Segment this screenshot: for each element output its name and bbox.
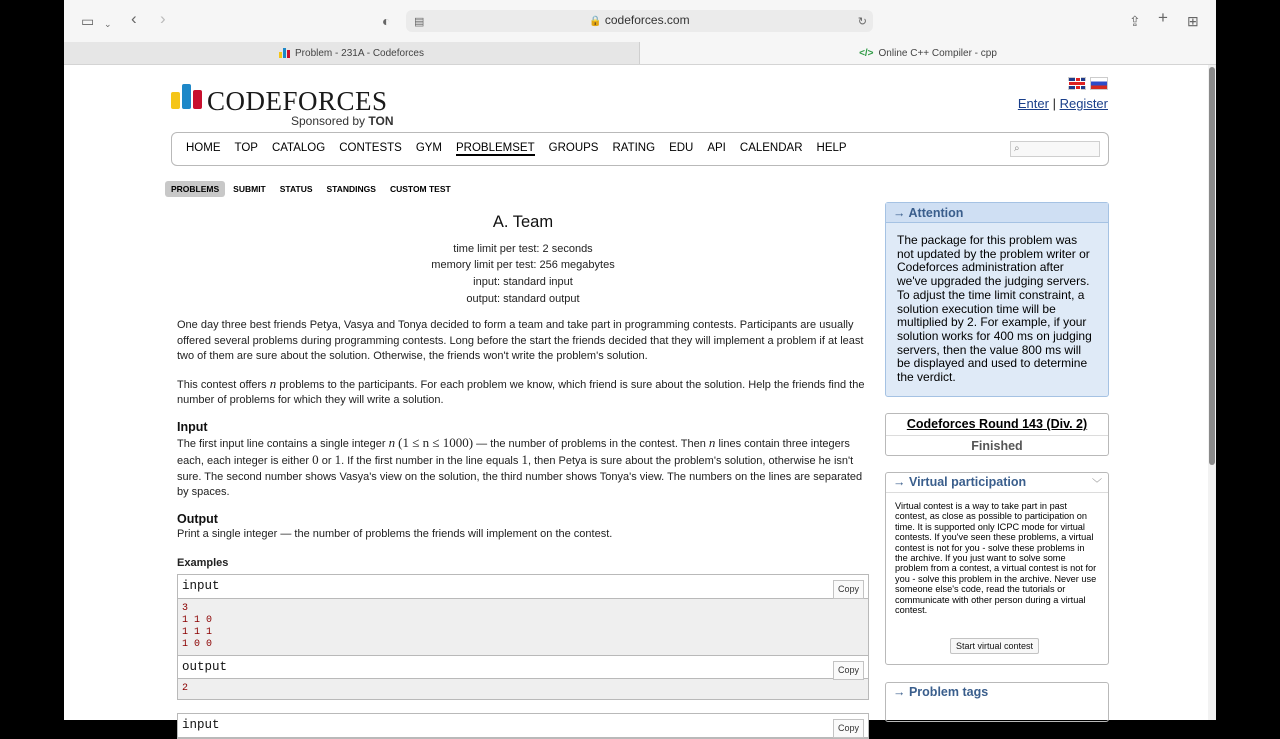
menu-item-groups[interactable]: GROUPS bbox=[548, 142, 599, 154]
logo-bars-icon bbox=[171, 83, 205, 109]
round-box bbox=[885, 413, 1109, 456]
chevron-down-icon[interactable]: ﹀ bbox=[1092, 479, 1102, 490]
output-section-text: Print a single integer — the number of problems the friends will implement on the contest. bbox=[177, 527, 613, 540]
share-icon[interactable]: ⇪ bbox=[1129, 13, 1141, 29]
round-state: Finished bbox=[886, 435, 1108, 453]
menu-item-problemset[interactable]: PROBLEMSET bbox=[456, 142, 535, 154]
attention-title: → Attention bbox=[886, 203, 1108, 223]
new-tab-icon[interactable]: + bbox=[1158, 8, 1168, 27]
example-input-header bbox=[178, 575, 868, 599]
language-flags bbox=[1068, 77, 1108, 90]
example-input-header bbox=[178, 714, 868, 738]
menu-item-top[interactable]: TOP bbox=[234, 142, 258, 154]
sidebar-toggle-icon[interactable]: ▭ bbox=[81, 13, 95, 29]
examples-title: Examples bbox=[177, 557, 229, 570]
russian-flag-icon[interactable] bbox=[1090, 77, 1108, 90]
submenu-standings[interactable]: STANDINGS bbox=[326, 184, 376, 194]
copy-input-button[interactable]: Copy bbox=[833, 719, 864, 739]
auth-separator: | bbox=[1052, 96, 1056, 111]
example-output-label: output bbox=[182, 659, 228, 674]
example-input-label: input bbox=[182, 578, 220, 593]
main-menu bbox=[171, 132, 1109, 166]
menu-item-rating[interactable]: RATING bbox=[612, 142, 656, 154]
problem-tags-box bbox=[885, 682, 1109, 722]
example-output-header bbox=[178, 655, 868, 679]
problem-submenu bbox=[165, 181, 457, 197]
forward-icon[interactable]: › bbox=[160, 9, 166, 28]
start-virtual-contest-button[interactable]: Start virtual contest bbox=[950, 638, 1039, 654]
menu-item-api[interactable]: API bbox=[707, 142, 726, 154]
output-section-title: Output bbox=[177, 511, 218, 526]
search-icon: ⌕ bbox=[1014, 143, 1020, 154]
logo-text: CODEFORCES bbox=[207, 86, 388, 116]
legend-paragraph-1: One day three best friends Petya, Vasya and Tonya decided to form a team and take part in programming contests. Participants are usually offered several problems during programming contests. Long before the start the friends decided that they will implement a problem if at least two of them are sure about the solution. Otherwise, the friends won't write the problem's solution. bbox=[177, 319, 864, 363]
menu-item-home[interactable]: HOME bbox=[186, 142, 221, 154]
menu-item-contests[interactable]: CONTESTS bbox=[339, 142, 402, 154]
tab-problem[interactable] bbox=[64, 42, 639, 64]
example-1 bbox=[177, 574, 869, 700]
menu-item-help[interactable]: HELP bbox=[816, 142, 847, 154]
url-text: codeforces.com bbox=[604, 13, 690, 27]
time-limit: time limit per test: 2 seconds bbox=[453, 242, 593, 255]
menu-item-edu[interactable]: EDU bbox=[669, 142, 694, 154]
problem-limits bbox=[177, 241, 869, 308]
sponsor-text: Sponsored by TON bbox=[291, 114, 394, 128]
lock-icon: 🔒 bbox=[589, 16, 602, 27]
tab-label: Problem - 231A - Codeforces bbox=[295, 47, 424, 59]
input-spec: input: standard input bbox=[473, 275, 573, 288]
chevron-down-icon[interactable]: ⌄ bbox=[104, 19, 112, 29]
submenu-status[interactable]: STATUS bbox=[279, 184, 313, 194]
virtual-participation-box bbox=[885, 472, 1109, 665]
address-bar[interactable] bbox=[406, 10, 873, 32]
attention-box bbox=[885, 202, 1109, 397]
problem-statement bbox=[177, 215, 869, 739]
english-flag-icon[interactable] bbox=[1068, 77, 1086, 90]
example-input-label: input bbox=[182, 717, 220, 732]
copy-output-button[interactable]: Copy bbox=[833, 661, 864, 681]
example-output-body: 2 bbox=[178, 679, 868, 699]
input-section-title: Input bbox=[177, 419, 208, 434]
virtual-text: Virtual contest is a way to take part in past contest, as close as possible to participation on time. It is supported only ICPC mode for virtual contests. If you've seen these problems, a virtual contest is not for you - solve these problems in the archive. If you just want to solve some problem from a contest, a virtual contest is not for you - solve this problem in the archive. Never use someone else's code, read the tutorials or communicate with other person during a virtual contest. bbox=[895, 501, 1097, 616]
tab-compiler[interactable] bbox=[640, 42, 1216, 64]
memory-limit: memory limit per test: 256 megabytes bbox=[431, 259, 615, 272]
example-2 bbox=[177, 713, 869, 739]
search-input[interactable] bbox=[1010, 141, 1100, 157]
codeforces-favicon-icon bbox=[279, 48, 290, 58]
input-section-text: The first input line contains a single integer n (1 ≤ n ≤ 1000) — the number of problems in the contest. Then n lines contain three integers each, each integer is either 0 or 1. If the first number in the line equals 1, then Petya is sure about the problem's solution, otherwise he isn't sure. The second number shows Vasya's view on the solution, the third number shows Tonya's view. The numbers on the lines are separated by spaces. bbox=[177, 434, 863, 499]
page-content bbox=[64, 65, 1208, 733]
shield-icon[interactable]: ◐ bbox=[382, 13, 391, 29]
submenu-custom-test[interactable]: CUSTOM TEST bbox=[389, 184, 451, 194]
sidebar bbox=[885, 202, 1109, 722]
scrollbar-thumb[interactable] bbox=[1209, 67, 1215, 465]
output-spec: output: standard output bbox=[466, 292, 580, 305]
reload-icon[interactable]: ↻ bbox=[857, 16, 867, 28]
virtual-title: → Virtual participation ﹀ bbox=[886, 473, 1108, 493]
menu-item-gym[interactable]: GYM bbox=[415, 142, 443, 154]
auth-links bbox=[1018, 96, 1108, 111]
register-link[interactable]: Register bbox=[1059, 96, 1108, 111]
browser-window bbox=[64, 0, 1216, 733]
round-name-link[interactable]: Codeforces Round 143 (Div. 2) bbox=[906, 417, 1088, 431]
attention-text: The package for this problem was not updated by the problem writer or Codeforces administration after we've upgraded the judging servers. To adjust the time limit constraint, a solution execution time will be multiplied by 2. For example, if your solution works for 400 ms on judging servers, then the value 800 ms will be displayed and used to determine the verdict. bbox=[897, 233, 1092, 385]
submenu-problems[interactable]: PROBLEMS bbox=[165, 181, 225, 197]
problem-title: A. Team bbox=[492, 213, 554, 231]
tab-bar bbox=[64, 42, 1216, 65]
legend-paragraph-2: This contest offers n problems to the participants. For each problem we know, which friend is sure about the solution. Help the friends find the number of problems for which they will write a solution. bbox=[177, 375, 865, 407]
submenu-submit[interactable]: SUBMIT bbox=[233, 184, 266, 194]
page-icon: ▤ bbox=[414, 16, 425, 28]
tab-label: Online C++ Compiler - cpp bbox=[878, 47, 997, 59]
enter-link[interactable]: Enter bbox=[1017, 96, 1049, 111]
example-input-body: 3 1 1 0 1 1 1 1 0 0 bbox=[178, 599, 868, 655]
copy-input-button[interactable]: Copy bbox=[833, 580, 864, 600]
tab-overview-icon[interactable]: ⊞ bbox=[1187, 13, 1199, 29]
code-icon: </> bbox=[859, 47, 874, 59]
problem-tags-title: → Problem tags bbox=[893, 685, 989, 699]
page-scrollbar[interactable] bbox=[1208, 65, 1216, 720]
menu-item-calendar[interactable]: CALENDAR bbox=[739, 142, 803, 154]
menu-item-catalog[interactable]: CATALOG bbox=[271, 142, 326, 154]
back-icon[interactable]: ‹ bbox=[131, 9, 137, 28]
browser-toolbar bbox=[64, 0, 1216, 42]
